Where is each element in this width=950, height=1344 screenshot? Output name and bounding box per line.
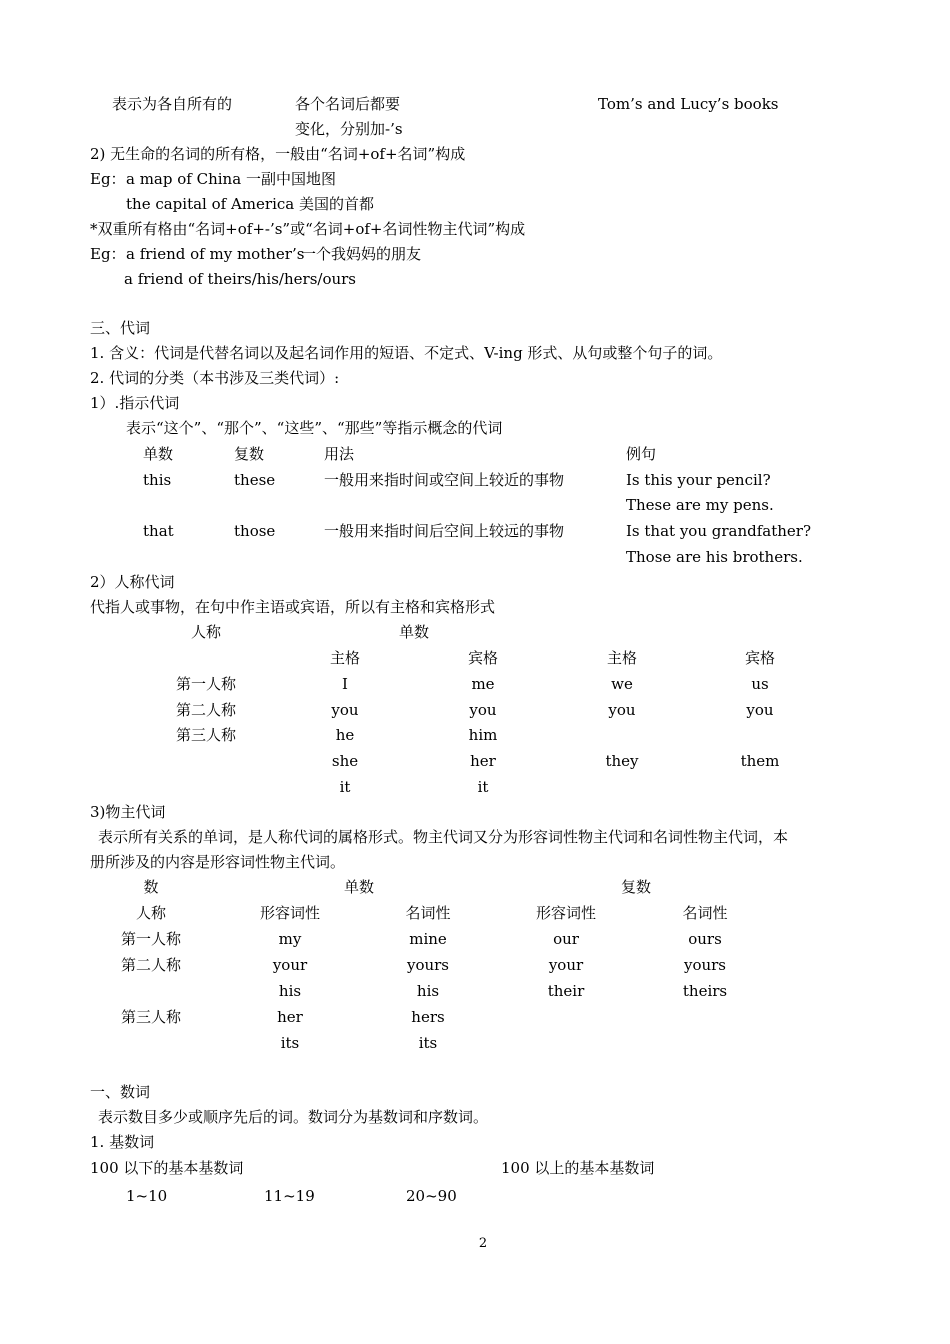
table-cell: Is that you grandfather? bbox=[626, 522, 812, 540]
table-cell: yours bbox=[683, 956, 727, 974]
table-subheader: 名词性 bbox=[682, 904, 728, 922]
example-en: a friend of my mother’s bbox=[126, 245, 305, 263]
table-cell: mine bbox=[409, 930, 447, 948]
table-header: 用法 bbox=[324, 445, 355, 463]
table-subheader: 名词性 bbox=[405, 904, 451, 922]
table-cell: my bbox=[278, 930, 302, 948]
row-label: 第三人称 bbox=[120, 1008, 181, 1026]
table-cell: our bbox=[553, 930, 579, 948]
table-subheader: 形容词性 bbox=[259, 904, 320, 922]
row-label: 第三人称 bbox=[175, 726, 236, 744]
table-cell: those bbox=[234, 522, 276, 540]
subsection-title: 3)物主代词 bbox=[90, 803, 166, 821]
row-label: 第二人称 bbox=[120, 956, 181, 974]
table-subheader: 主格 bbox=[606, 649, 637, 667]
table-cell: his bbox=[416, 982, 440, 1000]
subsection-title: 1）.指示代词 bbox=[90, 394, 180, 412]
table-cell: yours bbox=[406, 956, 450, 974]
description: 册所涉及的内容是形容词性物主代词。 bbox=[90, 853, 346, 871]
table-header: 复数 bbox=[620, 878, 651, 896]
example-label: Eg： bbox=[90, 245, 126, 263]
page-number: 2 bbox=[478, 1236, 488, 1251]
row-text: 各个名词后都要 bbox=[295, 95, 401, 113]
table-cell: its bbox=[280, 1034, 300, 1052]
table-cell: These are my pens. bbox=[626, 496, 774, 514]
table-cell: us bbox=[751, 675, 769, 693]
table-cell: you bbox=[746, 701, 774, 719]
description: 表示数目多少或顺序先后的词。数词分为基数词和序数词。 bbox=[98, 1108, 489, 1126]
table-cell: they bbox=[605, 752, 639, 770]
table-cell: it bbox=[477, 778, 489, 796]
range-label: 20~90 bbox=[406, 1187, 457, 1205]
list-heading: 100 以上的基本基数词 bbox=[501, 1159, 655, 1177]
section-title: 三、代词 bbox=[90, 319, 151, 337]
range-label: 1~10 bbox=[126, 1187, 168, 1205]
table-cell: that bbox=[143, 522, 174, 540]
list-heading: 100 以下的基本基数词 bbox=[90, 1159, 244, 1177]
table-subheader: 宾格 bbox=[467, 649, 498, 667]
example-en: the capital of America bbox=[126, 195, 295, 213]
table-header: 人称 bbox=[135, 904, 166, 922]
table-cell: this bbox=[143, 471, 172, 489]
subsection-title: 1. 基数词 bbox=[90, 1133, 155, 1151]
table-cell: me bbox=[471, 675, 495, 693]
table-cell: she bbox=[331, 752, 359, 770]
table-cell: her bbox=[277, 1008, 303, 1026]
table-cell: you bbox=[469, 701, 497, 719]
table-cell: him bbox=[468, 726, 498, 744]
definition: 1. 含义：代词是代替名词以及起名词作用的短语、不定式、V-ing 形式、从句或整个句子的词。 bbox=[90, 344, 723, 362]
classification: 2. 代词的分类（本书涉及三类代词）: bbox=[90, 369, 340, 387]
description: 表示所有关系的单词，是人称代词的属格形式。物主代词又分为形容词性物主代词和名词性物主代词，本 bbox=[98, 828, 789, 846]
table-cell: your bbox=[548, 956, 584, 974]
table-cell: hers bbox=[411, 1008, 445, 1026]
table-cell: Is this your pencil? bbox=[626, 471, 771, 489]
table-cell: we bbox=[611, 675, 633, 693]
table-cell: Those are his brothers. bbox=[626, 548, 803, 566]
table-header: 单数 bbox=[398, 623, 429, 641]
table-subheader: 宾格 bbox=[744, 649, 775, 667]
paragraph-heading: 2) 无生命的名词的所有格，一般由“名词+of+名词”构成 bbox=[90, 145, 466, 163]
table-cell: his bbox=[278, 982, 302, 1000]
example-zh: 一个我妈妈的朋友 bbox=[301, 245, 422, 263]
table-header: 人称 bbox=[190, 623, 221, 641]
paragraph-heading: *双重所有格由“名词+of+-’s”或“名词+of+名词性物主代词”构成 bbox=[90, 220, 526, 238]
table-header: 单数 bbox=[343, 878, 374, 896]
table-header: 例句 bbox=[626, 445, 657, 463]
subsection-title: 2）人称代词 bbox=[90, 573, 175, 591]
description: 代指人或事物，在句中作主语或宾语，所以有主格和宾格形式 bbox=[90, 598, 496, 616]
example-en: a map of China bbox=[126, 170, 242, 188]
table-cell: them bbox=[740, 752, 780, 770]
table-subheader: 主格 bbox=[329, 649, 360, 667]
table-cell: it bbox=[339, 778, 351, 796]
row-example: Tom’s and Lucy’s books bbox=[598, 95, 779, 113]
example-zh: 一副中国地图 bbox=[246, 170, 337, 188]
description: 表示“这个”、“那个”、“这些”、“那些”等指示概念的代词 bbox=[126, 419, 503, 437]
range-label: 11~19 bbox=[264, 1187, 315, 1205]
table-cell: its bbox=[418, 1034, 438, 1052]
table-header: 复数 bbox=[234, 445, 265, 463]
row-text: 变化，分别加-’s bbox=[295, 120, 403, 138]
table-cell: theirs bbox=[682, 982, 728, 1000]
table-cell: he bbox=[335, 726, 355, 744]
table-cell: you bbox=[331, 701, 359, 719]
table-cell: her bbox=[470, 752, 496, 770]
row-text: 表示为各自所有的 bbox=[112, 95, 233, 113]
table-header: 单数 bbox=[143, 445, 174, 463]
table-cell: ours bbox=[688, 930, 722, 948]
table-subheader: 形容词性 bbox=[535, 904, 596, 922]
table-header: 数 bbox=[143, 878, 159, 896]
table-cell: 一般用来指时间后空间上较远的事物 bbox=[324, 522, 565, 540]
table-cell: their bbox=[547, 982, 585, 1000]
table-cell: your bbox=[272, 956, 308, 974]
row-label: 第一人称 bbox=[175, 675, 236, 693]
row-label: 第一人称 bbox=[120, 930, 181, 948]
row-label: 第二人称 bbox=[175, 701, 236, 719]
table-cell: I bbox=[342, 675, 348, 693]
example-zh: 美国的首都 bbox=[299, 195, 375, 213]
section-title: 一、数词 bbox=[90, 1083, 151, 1101]
table-cell: 一般用来指时间或空间上较近的事物 bbox=[324, 471, 565, 489]
example-en: a friend of theirs/his/hers/ours bbox=[124, 270, 357, 288]
table-cell: these bbox=[234, 471, 276, 489]
example-label: Eg： bbox=[90, 170, 126, 188]
table-cell: you bbox=[608, 701, 636, 719]
